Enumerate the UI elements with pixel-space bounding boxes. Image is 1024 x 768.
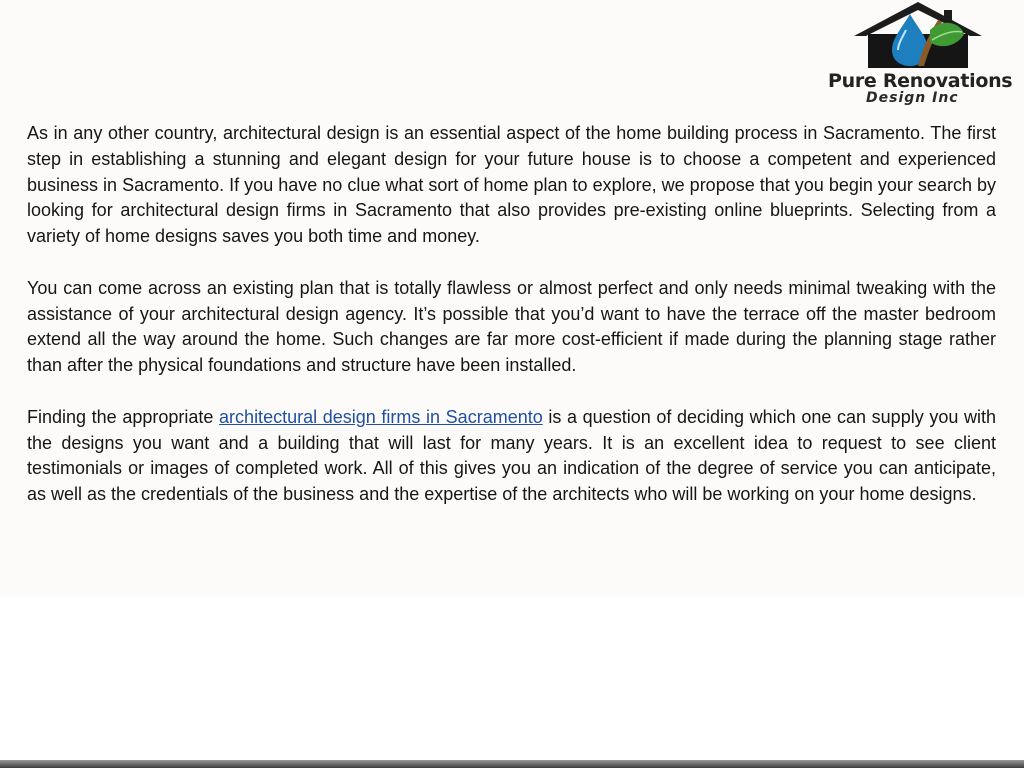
- paragraph-1: As in any other country, architectural design is an essential aspect of the home building process in Sacramento. The first step in establishing a stunning and elegant design for your future house is to choose a competent and experienced business in Sacramento. If you have no clue what sort of home plan to explore, we propose that you begin your search by looking for architectural design firms in Sacramento that also provides pre-existing online blueprints. Selecting from a variety of home designs saves you both time and money.: [27, 123, 996, 247]
- article-body: [27, 121, 996, 534]
- paragraph-3-lead: Finding the appropriate: [27, 406, 220, 427]
- paragraph-3-rest: is a question of deciding which one can supply you with the designs you want and a building that will last for many years. It is an excellent idea to request to see client testimonials or images of completed work. All of this gives you an indication of the degree of service you can anticipate, as well as the credentials of the business and the expertise of the architects who will be working on your home designs.: [27, 406, 997, 505]
- brand-subtitle: Design Inc: [866, 90, 959, 106]
- house-logo-icon: [818, 0, 1018, 72]
- paragraph-3: [27, 405, 996, 508]
- footer-rule: [0, 760, 1024, 768]
- architectural-design-firms-link[interactable]: architectural design firms in Sacramento: [219, 406, 543, 427]
- paragraph-2: You can come across an existing plan that is totally flawless or almost perfect and only needs minimal tweaking with the assistance of your architectural design agency. It’s possible that you’d want to have the terrace off the master bedroom extend all the way around the home. Such changes are far more cost-efficient if made during the planning stage rather than after the physical foundations and structure have been installed.: [27, 277, 996, 376]
- brand-name: Pure Renovations: [828, 70, 1013, 92]
